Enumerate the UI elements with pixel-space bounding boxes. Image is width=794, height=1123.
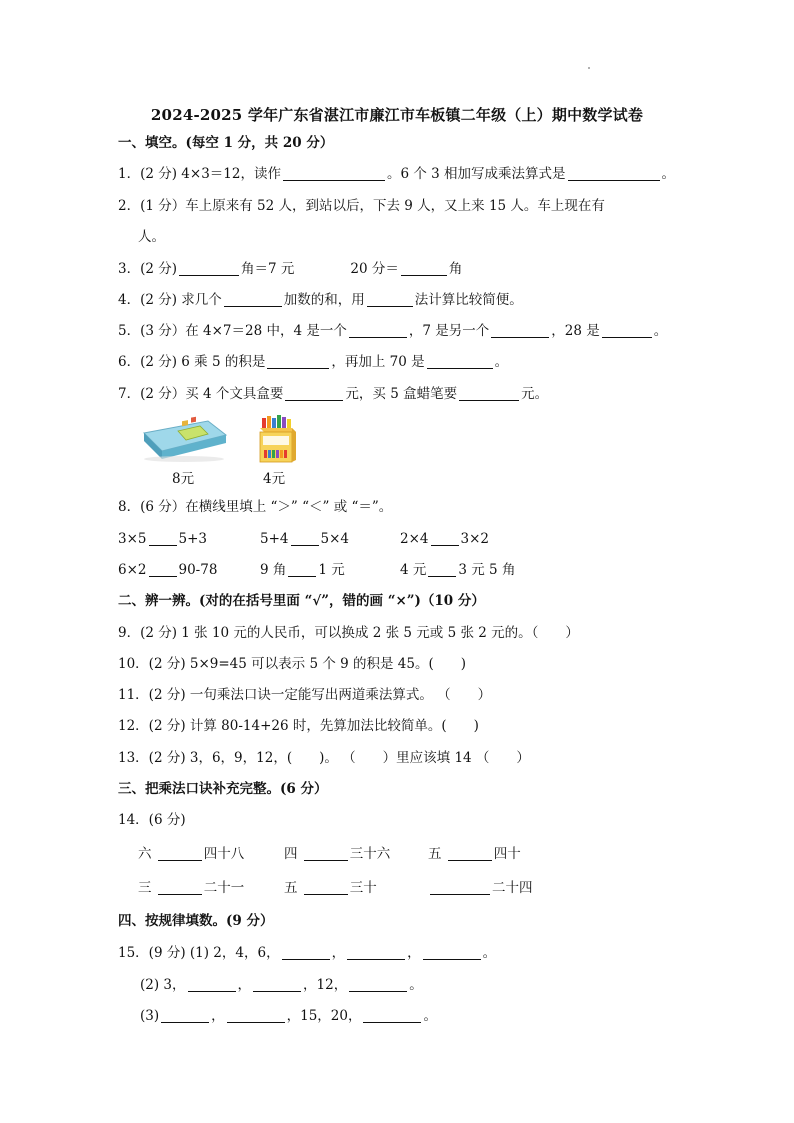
question-12: 12．(2 分) 计算 80-14+26 时，先算加法比较简单。( ) <box>118 718 479 734</box>
question-8-row-1: 3×5 5+3 <box>118 531 207 547</box>
question-6: 6．(2 分) 6 乘 5 的积是 ，再加上 70 是 。 <box>118 354 509 370</box>
sequence-blank[interactable] <box>363 1008 421 1023</box>
compare-blank[interactable] <box>431 531 459 546</box>
question-15-2: (2) 3， ， ，12， 。 <box>140 977 423 993</box>
sequence-blank[interactable] <box>161 1008 209 1023</box>
question-1: 1．(2 分) 4×3＝12，读作 。6 个 3 相加写成乘法算式是 。 <box>118 166 676 182</box>
pencil-box-image <box>138 415 230 465</box>
rhyme-blank[interactable] <box>430 880 490 895</box>
rhyme-row-2c: 二十四 <box>428 879 533 897</box>
answer-blank[interactable] <box>427 354 493 369</box>
question-11: 11．(2 分) 一句乘法口诀一定能写出两道乘法算式。 （ ） <box>118 687 492 703</box>
answer-blank[interactable] <box>367 292 413 307</box>
question-14: 14．(6 分) <box>118 812 186 828</box>
sequence-blank[interactable] <box>347 945 405 960</box>
answer-blank[interactable] <box>459 386 519 401</box>
rhyme-row-1a: 六 四十八 <box>138 846 245 862</box>
answer-blank[interactable] <box>349 323 407 338</box>
pencil-box-price: 8元 <box>172 471 195 487</box>
answer-blank[interactable] <box>267 354 329 369</box>
question-7: 7．(2 分）买 4 个文具盒要 元，买 5 盒蜡笔要 元。 <box>118 386 549 402</box>
section-3-heading: 三、把乘法口诀补充完整。(6 分） <box>118 781 328 797</box>
section-4-heading: 四、按规律填数。(9 分） <box>118 913 274 929</box>
rhyme-blank[interactable] <box>304 846 348 861</box>
rhyme-blank[interactable] <box>304 880 348 895</box>
section-2-heading: 二、辨一辨。(对的在括号里面 “√”，错的画 “×”)（10 分） <box>118 593 485 609</box>
sequence-blank[interactable] <box>423 945 481 960</box>
scan-dot <box>588 67 590 69</box>
answer-blank[interactable] <box>283 166 385 181</box>
question-2: 2．(1 分）车上原来有 52 人，到站以后，下去 9 人，又上来 15 人。车上现在有 <box>118 198 605 214</box>
sequence-blank[interactable] <box>227 1008 285 1023</box>
question-10: 10．(2 分) 5×9=45 可以表示 5 个 9 的积是 45。( ) <box>118 656 467 672</box>
question-3: 3．(2 分) 角＝7 元 20 分＝ 角 <box>118 261 463 277</box>
compare-blank[interactable] <box>291 531 319 546</box>
rhyme-row-1c: 五 四十 <box>428 846 521 862</box>
answer-blank[interactable] <box>491 323 549 338</box>
compare-blank[interactable] <box>428 562 456 577</box>
rhyme-blank[interactable] <box>448 846 492 861</box>
rhyme-row-2b: 五 三十 <box>284 880 377 896</box>
compare-blank[interactable] <box>288 562 316 577</box>
answer-blank[interactable] <box>602 323 652 338</box>
answer-blank[interactable] <box>224 292 282 307</box>
crayon-box-price: 4元 <box>263 471 286 487</box>
compare-blank[interactable] <box>149 531 177 546</box>
rhyme-row-1b: 四 三十六 <box>284 846 391 862</box>
exam-title: 2024-2025 学年广东省湛江市廉江市车板镇二年级（上）期中数学试卷 <box>150 106 644 124</box>
sequence-blank[interactable] <box>188 977 236 992</box>
answer-blank[interactable] <box>568 166 660 181</box>
answer-blank[interactable] <box>401 261 447 276</box>
question-8-row-2: 6×2 90-78 <box>118 562 218 578</box>
question-9: 9．(2 分) 1 张 10 元的人民币，可以换成 2 张 5 元或 5 张 2 元的。（ ） <box>118 625 579 641</box>
compare-blank[interactable] <box>149 562 177 577</box>
question-8-row-2c: 4 元 3 元 5 角 <box>400 562 516 578</box>
question-4: 4．(2 分) 求几个 加数的和，用 法计算比较简便。 <box>118 292 523 308</box>
sequence-blank[interactable] <box>282 945 330 960</box>
sequence-blank[interactable] <box>349 977 407 992</box>
question-13: 13．(2 分) 3，6，9，12，( )。 （ ）里应该填 14 （ ） <box>118 750 530 766</box>
question-2-cont: 人。 <box>138 229 165 245</box>
answer-blank[interactable] <box>285 386 343 401</box>
rhyme-blank[interactable] <box>158 846 202 861</box>
section-1-heading: 一、填空。(每空 1 分，共 20 分） <box>118 135 334 151</box>
question-15-3: (3) ， ，15，20， 。 <box>140 1008 437 1024</box>
question-5: 5．(3 分）在 4×7＝28 中，4 是一个 ，7 是另一个 ，28 是 。 <box>118 323 668 339</box>
question-15-1: 15．(9 分) (1) 2，4，6， ， ， 。 <box>118 945 497 961</box>
sequence-blank[interactable] <box>253 977 301 992</box>
crayon-box-image <box>254 414 300 466</box>
question-8-row-1c: 2×4 3×2 <box>400 531 489 547</box>
question-8-row-1b: 5+4 5×4 <box>260 531 349 547</box>
rhyme-blank[interactable] <box>158 880 202 895</box>
rhyme-row-2a: 三 二十一 <box>138 880 245 896</box>
question-8: 8．(6 分）在横线里填上 “＞” “＜” 或 “＝”。 <box>118 499 393 515</box>
answer-blank[interactable] <box>179 261 239 276</box>
question-8-row-2b: 9 角 1 元 <box>260 562 345 578</box>
